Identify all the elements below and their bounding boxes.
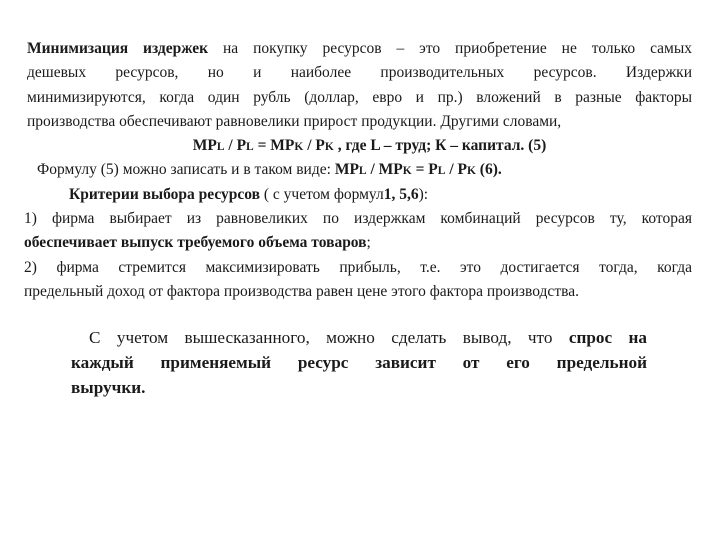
conclusion [71, 325, 647, 400]
p1-line4: производства обеспечивают равновелики прирост продукции. Другими словами, [27, 112, 562, 130]
p1-line1: Минимизация издержек на покупку ресурсов – это приобретение не только самых [27, 40, 692, 57]
formula-5: MPL / PL = MPK / PK , где L – труд; К – капитал. (5) [192, 137, 547, 155]
conclusion-line1: С учетом вышесказанного, можно сделать вывод, что спрос на [89, 328, 648, 347]
p1-line3: минимизируются, когда один рубль (доллар, евро и пр.) вложений в разные факторы [27, 88, 692, 106]
item1-line2: обеспечивает выпуск требуемого объема товаров; [24, 234, 371, 252]
conclusion-line3: выручки. [71, 378, 146, 397]
item2-line1: 2) фирма стремится максимизировать прибыль, т.е. это достигается тогда, когда [24, 258, 692, 276]
item1-line1: 1) фирма выбирает из равновеликих по издержкам комбинаций ресурсов ту, которая [24, 210, 692, 228]
formula-6-line: Формулу (5) можно записать и в таком виде: MPL / MPK = PL / PK (6). [37, 161, 502, 179]
p1-line2: дешевых ресурсов, но и наиболее производительных ресурсов. Издержки [27, 64, 692, 82]
criteria-heading: Критерии выбора ресурсов ( с учетом формул1, 5,6): [69, 185, 429, 203]
term-cost-minimization: Минимизация издержек [27, 40, 209, 57]
conclusion-line2: каждый применяемый ресурс зависит от его предельной [71, 353, 647, 372]
item2-line2: предельный доход от фактора производства равен цене этого фактора производства. [24, 282, 579, 300]
main-text [24, 37, 692, 304]
